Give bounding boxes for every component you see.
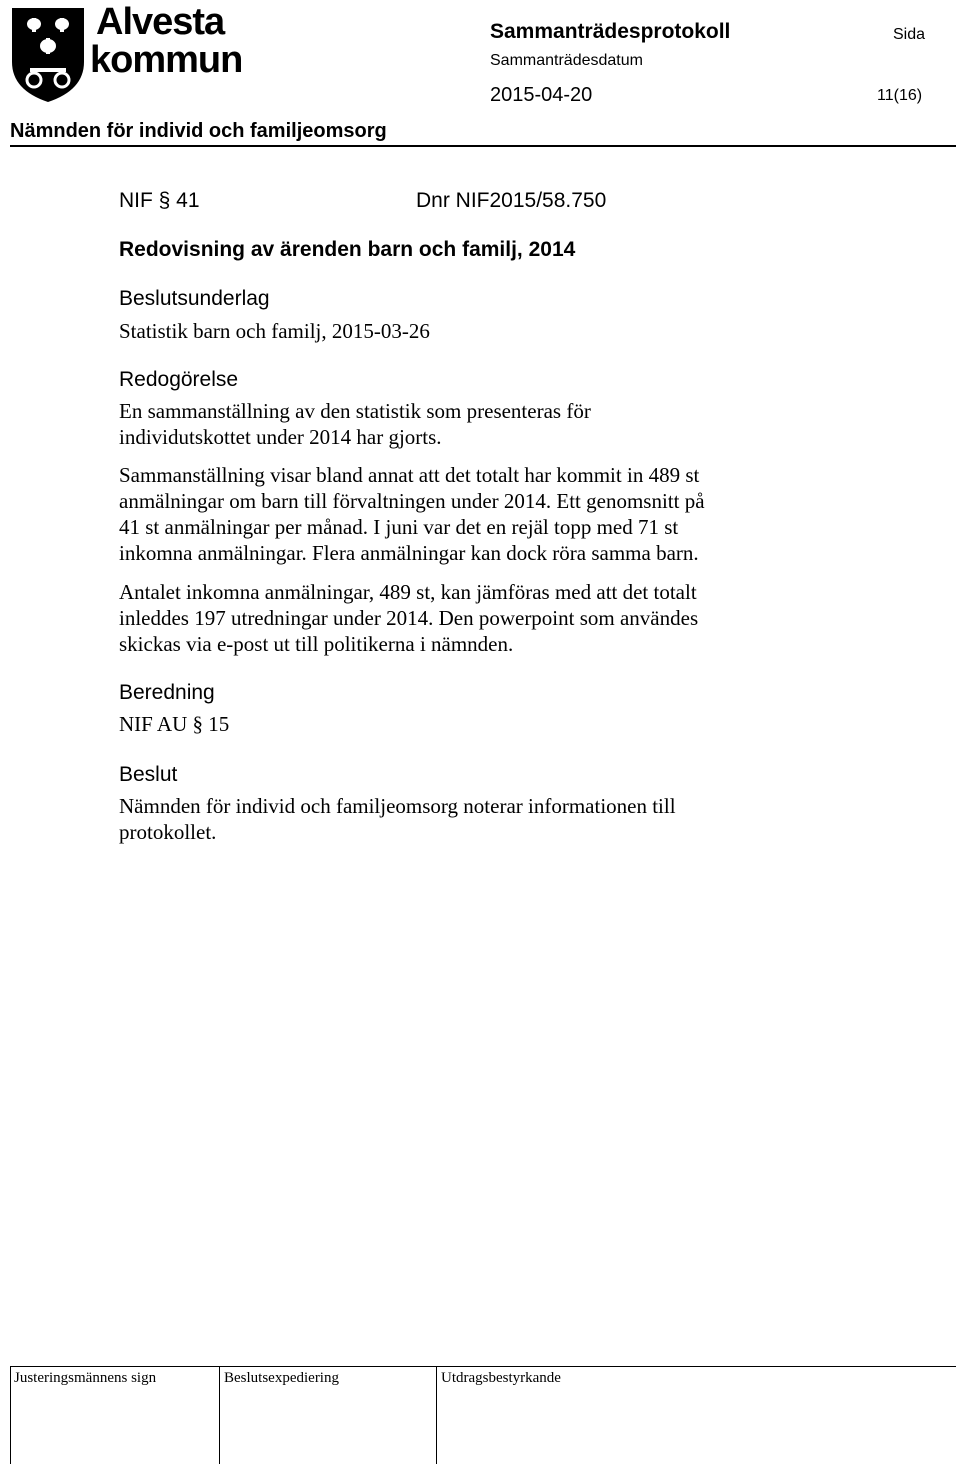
logo-wordmark-line2: kommun	[90, 39, 243, 81]
beredning-text: NIF AU § 15	[119, 712, 230, 736]
beslut-text-line-1: Nämnden för individ och familjeomsorg noterar informationen till	[119, 794, 676, 818]
beslutsunderlag-heading: Beslutsunderlag	[119, 287, 270, 310]
case-number: NIF § 41	[119, 189, 200, 212]
footer-col-border-3	[436, 1366, 437, 1464]
redogorelse-paragraph-2-line-2: anmälningar om barn till förvaltningen under 2014. Ett genomsnitt på	[119, 489, 705, 513]
case-title: Redovisning av ärenden barn och familj, 2014	[119, 238, 576, 261]
protocol-title: Sammanträdesprotokoll	[490, 20, 731, 43]
footer-divider	[10, 1366, 956, 1367]
redogorelse-paragraph-3-line-2: inleddes 197 utredningar under 2014. Den powerpoint som användes	[119, 606, 699, 630]
beslut-text-line-2: protokollet.	[119, 820, 217, 844]
beslutsunderlag-text: Statistik barn och familj, 2015-03-26	[119, 319, 430, 343]
page-label: Sida	[893, 26, 926, 43]
page-number: 11(16)	[877, 87, 923, 104]
meeting-date-label: Sammanträdesdatum	[490, 52, 643, 69]
redogorelse-paragraph-3-line-3: skickas via e-post ut till politikerna i nämnden.	[119, 632, 514, 656]
case-dnr: Dnr NIF2015/58.750	[416, 189, 607, 212]
redogorelse-paragraph-1-line-1: En sammanställning av den statistik som presenteras för	[119, 399, 591, 423]
logo-wordmark-line1: Alvesta	[96, 1, 225, 43]
redogorelse-paragraph-2-line-4: inkomna anmälningar. Flera anmälningar kan dock röra samma barn.	[119, 541, 699, 565]
redogorelse-paragraph-3-line-1: Antalet inkomna anmälningar, 489 st, kan jämföras med att det totalt	[119, 580, 697, 604]
footer-expedition-label: Beslutsexpediering	[224, 1370, 339, 1386]
meeting-date: 2015-04-20	[490, 84, 593, 106]
footer-col-border-2	[219, 1366, 220, 1464]
footer-col-border-1	[10, 1366, 11, 1464]
department-name: Nämnden för individ och familjeomsorg	[10, 120, 387, 142]
alvesta-logo	[8, 1, 243, 104]
header-divider	[10, 145, 956, 147]
footer-signature-label: Justeringsmännens sign	[14, 1370, 157, 1386]
redogorelse-paragraph-2-line-1: Sammanställning visar bland annat att det totalt har kommit in 489 st	[119, 463, 700, 487]
coat-of-arms-icon	[8, 4, 88, 104]
redogorelse-paragraph-1-line-2: individutskottet under 2014 har gjorts.	[119, 425, 442, 449]
beredning-heading: Beredning	[119, 681, 215, 704]
footer-certification-label: Utdragsbestyrkande	[441, 1370, 561, 1386]
beslut-heading: Beslut	[119, 763, 178, 786]
redogorelse-heading: Redogörelse	[119, 368, 239, 391]
redogorelse-paragraph-2-line-3: 41 st anmälningar per månad. I juni var det en rejäl topp med 71 st	[119, 515, 679, 539]
